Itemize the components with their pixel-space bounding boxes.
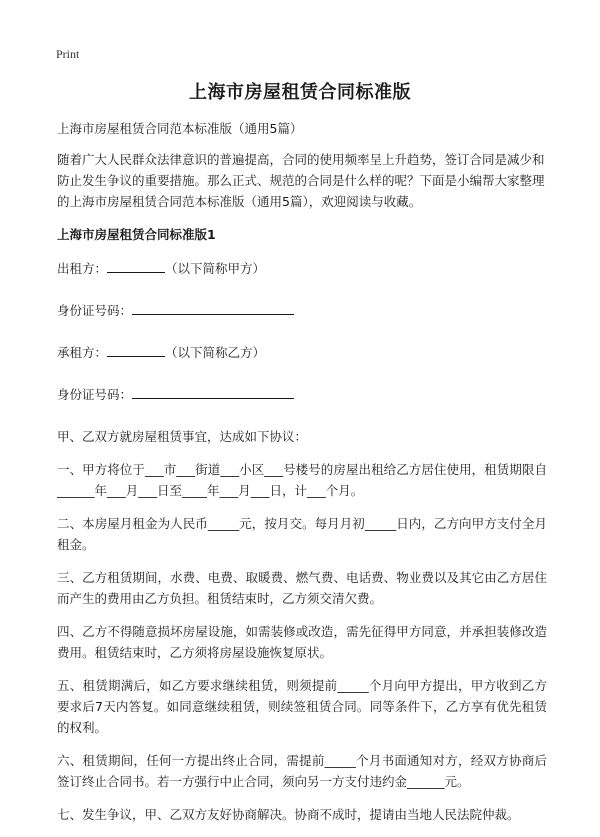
lessor-id-label: 身份证号码： <box>57 303 133 318</box>
clause-2: 二、本房屋月租金为人民币_____元，按月交。每月月初_____日内，乙方向甲方支付全月租金。 <box>57 516 547 552</box>
section-heading: 上海市房屋租赁合同标准版1 <box>57 227 216 242</box>
clause-3: 三、乙方租赁期间，水费、电费、取暖费、燃气费、电话费、物业费以及其它由乙方居住而产生的费用由乙方负担。租赁结束时，乙方须交清欠费。 <box>57 570 547 606</box>
agreement-preamble: 甲、乙双方就房屋租赁事宜，达成如下协议： <box>57 429 308 444</box>
lessor-id-blank <box>132 301 294 315</box>
clause-4: 四、乙方不得随意损坏房屋设施，如需装修或改造，需先征得甲方同意，并承担装修改造费用。租赁结束时，乙方须将房屋设施恢复原状。 <box>57 624 547 660</box>
document-body <box>57 118 547 837</box>
lessor-suffix: （以下简称甲方） <box>165 261 266 276</box>
lessor-field <box>57 258 547 279</box>
lessee-suffix: （以下简称乙方） <box>165 345 266 360</box>
lessor-id-field <box>57 300 547 321</box>
lessee-id-label: 身份证号码： <box>57 387 133 402</box>
lessee-blank <box>107 343 165 357</box>
clause-7: 七、发生争议，甲、乙双方友好协商解决。协商不成时，提请由当地人民法院仲裁。 <box>57 807 520 822</box>
intro-paragraph: 随着广大人民群众法律意识的普遍提高，合同的使用频率呈上升趋势，签订合同是减少和防止发生争议的重要措施。那么正式、规范的合同是什么样的呢？下面是小编帮大家整理的上海市房屋租赁合同范本标准版（通用5篇），欢迎阅读与收藏。 <box>57 152 545 209</box>
clause-6: 六、租赁期间，任何一方提出终止合同，需提前_____个月书面通知对方，经双方协商后签订终止合同书。若一方强行中止合同，须向另一方支付违约金______元。 <box>57 753 547 789</box>
lessor-label: 出租方： <box>57 261 108 276</box>
lessee-id-field <box>57 384 547 405</box>
print-label: Print <box>56 47 80 61</box>
document-title: 上海市房屋租赁合同标准版 <box>189 82 411 103</box>
clause-1: 一、甲方将位于___市___街道___小区___号楼号的房屋出租给乙方居住使用，租赁期限自______年___月___日至____年___月___日，计___个月。 <box>57 462 547 498</box>
lessor-blank <box>107 259 165 273</box>
document-subtitle: 上海市房屋租赁合同范本标准版（通用5篇） <box>57 121 303 136</box>
lessee-label: 承租方： <box>57 345 108 360</box>
clause-5: 五、租赁期满后，如乙方要求继续租赁，则须提前_____个月向甲方提出，甲方收到乙方要求后7天内答复。如同意继续租赁，则续签租赁合同。同等条件下，乙方享有优先租赁的权利。 <box>57 678 547 735</box>
lessee-id-blank <box>132 385 294 399</box>
lessee-field <box>57 342 547 363</box>
